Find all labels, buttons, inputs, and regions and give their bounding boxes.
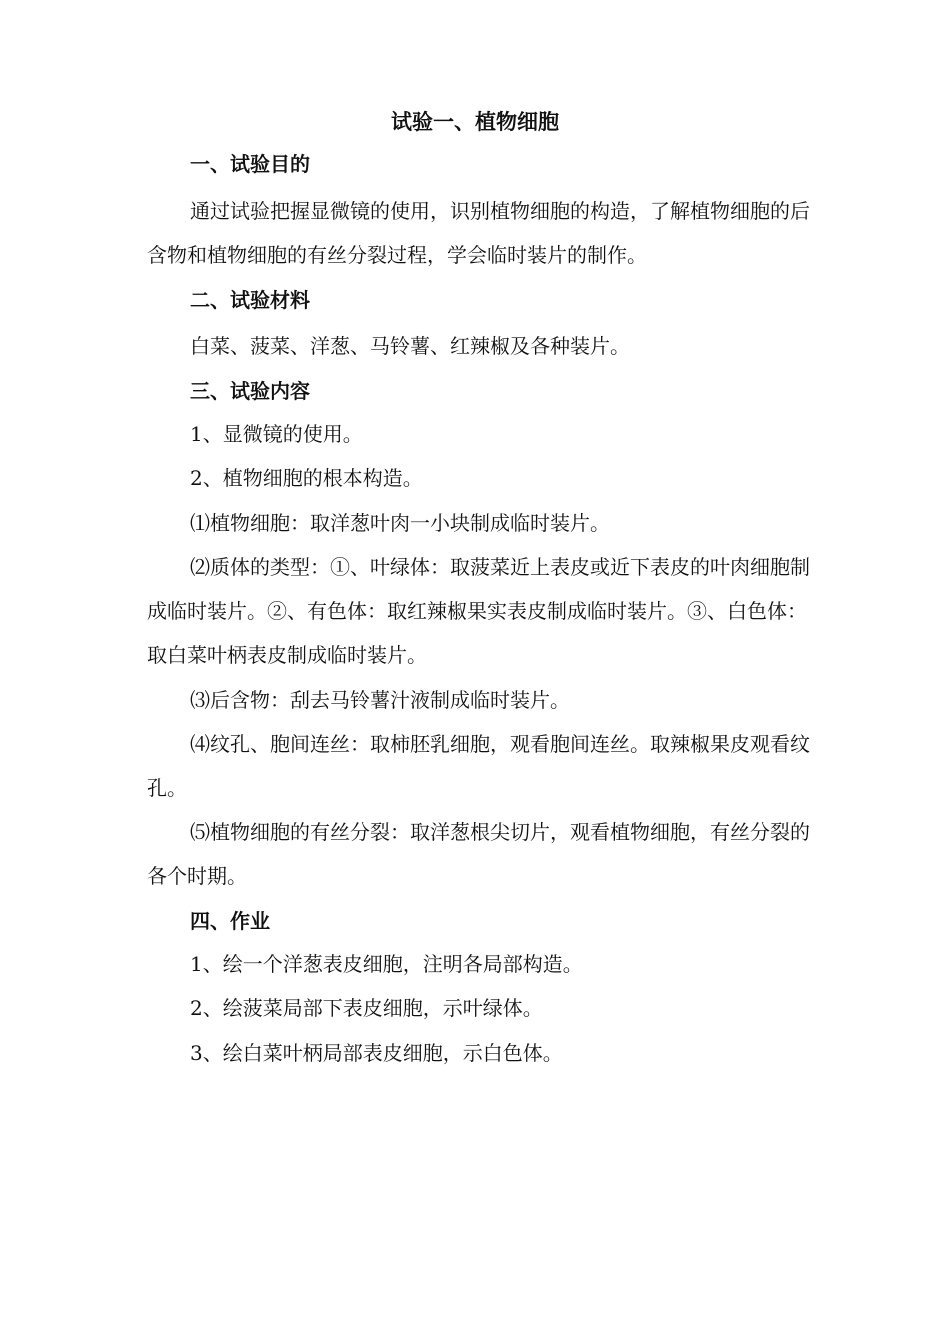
section-heading-homework: 四、作业: [190, 909, 270, 933]
content-item: 1、显微镜的使用。: [190, 422, 363, 446]
content-item: ⑵质体的类型：①、叶绿体：取菠菜近上表皮或近下表皮的叶肉细胞制成临时装片。②、有色体：取红辣椒果实表皮制成临时装片。③、白色体：取白菜叶柄表皮制成临时装片。: [147, 555, 810, 667]
content-item: ⑸植物细胞的有丝分裂：取洋葱根尖切片，观看植物细胞，有丝分裂的各个时期。: [147, 820, 810, 888]
content-item: ⑷纹孔、胞间连丝：取柿胚乳细胞，观看胞间连丝。取辣椒果皮观看纹孔。: [147, 732, 810, 800]
purpose-paragraph: 通过试验把握显微镜的使用，识别植物细胞的构造，了解植物细胞的后含物和植物细胞的有丝分裂过程，学会临时装片的制作。: [147, 199, 810, 267]
section-heading-materials: 二、试验材料: [190, 288, 310, 312]
content-item: ⑶后含物：刮去马铃薯汁液制成临时装片。: [190, 688, 570, 712]
content-item: 2、植物细胞的根本构造。: [190, 466, 423, 490]
section-heading-content: 三、试验内容: [190, 379, 310, 403]
homework-item: 2、绘菠菜局部下表皮细胞，示叶绿体。: [190, 996, 543, 1020]
materials-paragraph: 白菜、菠菜、洋葱、马铃薯、红辣椒及各种装片。: [190, 334, 630, 358]
section-heading-purpose: 一、试验目的: [190, 152, 310, 176]
content-item: ⑴植物细胞：取洋葱叶肉一小块制成临时装片。: [190, 511, 610, 535]
homework-item: 3、绘白菜叶柄局部表皮细胞，示白色体。: [190, 1041, 563, 1065]
homework-item: 1、绘一个洋葱表皮细胞，注明各局部构造。: [190, 952, 583, 976]
document-title: 试验一、植物细胞: [391, 110, 559, 134]
